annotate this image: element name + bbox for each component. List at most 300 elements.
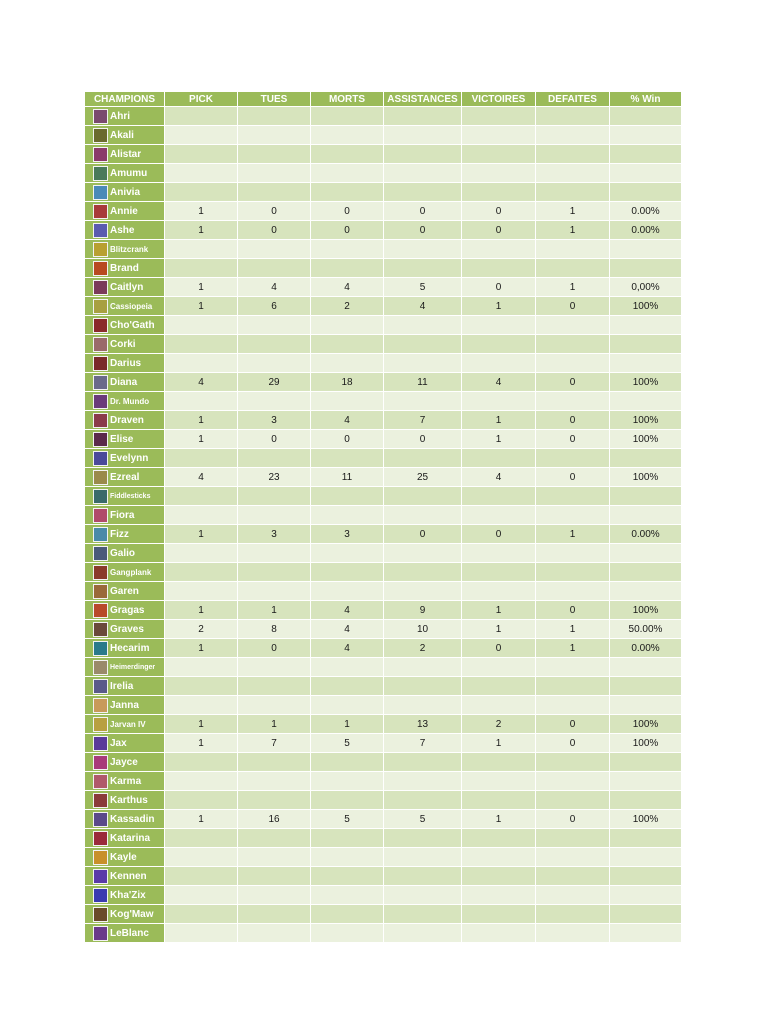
victoires-cell: 1 — [462, 733, 536, 752]
pick-cell: 1 — [165, 296, 238, 315]
pick-cell — [165, 885, 238, 904]
victoires-cell — [462, 239, 536, 258]
pick-cell — [165, 866, 238, 885]
morts-cell: 5 — [311, 733, 384, 752]
assistances-cell — [384, 885, 462, 904]
assistances-cell — [384, 847, 462, 866]
table-row — [85, 448, 682, 467]
victoires-cell — [462, 543, 536, 562]
table-row — [85, 562, 682, 581]
champion-name: LeBlanc — [110, 927, 149, 939]
annie-portrait-icon — [93, 204, 108, 219]
champion-name: Galio — [110, 547, 136, 559]
victoires-cell — [462, 258, 536, 277]
header-assistances: ASSISTANCES — [384, 92, 462, 106]
champion-name: Evelynn — [110, 452, 149, 464]
pick-cell — [165, 695, 238, 714]
alistar-portrait-icon — [93, 147, 108, 162]
defaites-cell — [536, 505, 610, 524]
champion-name-cell — [85, 562, 165, 581]
victoires-cell — [462, 771, 536, 790]
morts-cell — [311, 581, 384, 600]
morts-cell — [311, 923, 384, 942]
tues-cell — [238, 163, 311, 182]
defaites-cell: 1 — [536, 638, 610, 657]
table-row — [85, 410, 682, 429]
darius-portrait-icon — [93, 356, 108, 371]
defaites-cell — [536, 752, 610, 771]
tues-cell — [238, 562, 311, 581]
morts-cell — [311, 543, 384, 562]
win-percent-cell — [610, 847, 682, 866]
victoires-cell — [462, 144, 536, 163]
pick-cell — [165, 125, 238, 144]
assistances-cell: 7 — [384, 733, 462, 752]
tues-cell: 6 — [238, 296, 311, 315]
pick-cell: 1 — [165, 410, 238, 429]
champion-name-cell — [85, 714, 165, 733]
tues-cell — [238, 904, 311, 923]
table-row — [85, 885, 682, 904]
champion-name: Cassiopeia — [110, 301, 153, 311]
victoires-cell — [462, 391, 536, 410]
header-win-percent: % Win — [610, 92, 682, 106]
champion-name-cell — [85, 543, 165, 562]
defaites-cell — [536, 106, 610, 125]
header-defaites: DEFAITES — [536, 92, 610, 106]
morts-cell — [311, 163, 384, 182]
caitlyn-portrait-icon — [93, 280, 108, 295]
victoires-cell — [462, 562, 536, 581]
morts-cell — [311, 125, 384, 144]
champion-name-cell — [85, 847, 165, 866]
champion-name: Blitzcrank — [110, 244, 149, 254]
win-percent-cell — [610, 676, 682, 695]
defaites-cell — [536, 486, 610, 505]
win-percent-cell — [610, 657, 682, 676]
victoires-cell: 0 — [462, 220, 536, 239]
champion-name: Dr. Mundo — [110, 396, 150, 406]
chogath-portrait-icon — [93, 318, 108, 333]
champion-name: Ezreal — [110, 471, 140, 483]
table-row — [85, 315, 682, 334]
win-percent-cell — [610, 923, 682, 942]
victoires-cell — [462, 353, 536, 372]
victoires-cell — [462, 315, 536, 334]
champion-name: Karma — [110, 775, 142, 787]
win-percent-cell — [610, 505, 682, 524]
defaites-cell — [536, 562, 610, 581]
tues-cell — [238, 752, 311, 771]
champion-name: Draven — [110, 414, 144, 426]
morts-cell: 3 — [311, 524, 384, 543]
win-percent-cell — [610, 790, 682, 809]
morts-cell: 2 — [311, 296, 384, 315]
morts-cell — [311, 353, 384, 372]
table-row — [85, 714, 682, 733]
victoires-cell — [462, 828, 536, 847]
tues-cell — [238, 581, 311, 600]
assistances-cell: 25 — [384, 467, 462, 486]
hecarim-portrait-icon — [93, 641, 108, 656]
champion-name: Diana — [110, 376, 138, 388]
win-percent-cell: 100% — [610, 467, 682, 486]
pick-cell: 1 — [165, 600, 238, 619]
kassadin-portrait-icon — [93, 812, 108, 827]
champion-name-cell — [85, 448, 165, 467]
table-row — [85, 828, 682, 847]
champion-name: Jayce — [110, 756, 138, 768]
morts-cell: 0 — [311, 429, 384, 448]
morts-cell: 1 — [311, 714, 384, 733]
cassiopeia-portrait-icon — [93, 299, 108, 314]
champion-name-cell — [85, 581, 165, 600]
champion-name-cell — [85, 619, 165, 638]
tues-cell: 0 — [238, 429, 311, 448]
win-percent-cell — [610, 182, 682, 201]
jayce-portrait-icon — [93, 755, 108, 770]
win-percent-cell — [610, 771, 682, 790]
assistances-cell — [384, 334, 462, 353]
defaites-cell: 0 — [536, 733, 610, 752]
ashe-portrait-icon — [93, 223, 108, 238]
victoires-cell — [462, 695, 536, 714]
champion-name-cell — [85, 638, 165, 657]
table-body — [85, 106, 682, 942]
champion-name-cell — [85, 429, 165, 448]
assistances-cell — [384, 144, 462, 163]
champion-name-cell — [85, 144, 165, 163]
graves-portrait-icon — [93, 622, 108, 637]
assistances-cell: 5 — [384, 277, 462, 296]
win-percent-cell — [610, 581, 682, 600]
win-percent-cell — [610, 144, 682, 163]
morts-cell: 4 — [311, 277, 384, 296]
table-row — [85, 657, 682, 676]
defaites-cell — [536, 125, 610, 144]
pick-cell: 1 — [165, 638, 238, 657]
pick-cell — [165, 847, 238, 866]
defaites-cell: 0 — [536, 372, 610, 391]
pick-cell: 1 — [165, 524, 238, 543]
irelia-portrait-icon — [93, 679, 108, 694]
tues-cell — [238, 182, 311, 201]
defaites-cell — [536, 543, 610, 562]
champion-name: Brand — [110, 262, 139, 274]
win-percent-cell: 100% — [610, 372, 682, 391]
victoires-cell: 1 — [462, 619, 536, 638]
leblanc-portrait-icon — [93, 926, 108, 941]
victoires-cell — [462, 448, 536, 467]
morts-cell: 0 — [311, 220, 384, 239]
tues-cell: 3 — [238, 524, 311, 543]
champion-name: Anivia — [110, 186, 141, 198]
win-percent-cell — [610, 562, 682, 581]
table-row — [85, 524, 682, 543]
elise-portrait-icon — [93, 432, 108, 447]
defaites-cell — [536, 391, 610, 410]
kennen-portrait-icon — [93, 869, 108, 884]
morts-cell — [311, 828, 384, 847]
win-percent-cell — [610, 543, 682, 562]
champion-name-cell — [85, 201, 165, 220]
victoires-cell — [462, 923, 536, 942]
tues-cell — [238, 258, 311, 277]
morts-cell — [311, 771, 384, 790]
champion-name: Fiddlesticks — [110, 492, 151, 500]
assistances-cell — [384, 182, 462, 201]
champion-name: Janna — [110, 699, 139, 711]
win-percent-cell — [610, 866, 682, 885]
victoires-cell — [462, 125, 536, 144]
victoires-cell: 1 — [462, 429, 536, 448]
champion-name-cell — [85, 163, 165, 182]
defaites-cell: 0 — [536, 429, 610, 448]
morts-cell — [311, 334, 384, 353]
pick-cell — [165, 904, 238, 923]
victoires-cell — [462, 182, 536, 201]
assistances-cell: 10 — [384, 619, 462, 638]
morts-cell: 0 — [311, 201, 384, 220]
defaites-cell — [536, 581, 610, 600]
win-percent-cell — [610, 163, 682, 182]
brand-portrait-icon — [93, 261, 108, 276]
tues-cell — [238, 676, 311, 695]
defaites-cell — [536, 315, 610, 334]
defaites-cell: 1 — [536, 277, 610, 296]
victoires-cell — [462, 752, 536, 771]
table-row — [85, 201, 682, 220]
champion-name-cell — [85, 334, 165, 353]
victoires-cell — [462, 505, 536, 524]
morts-cell: 4 — [311, 410, 384, 429]
tues-cell — [238, 505, 311, 524]
tues-cell — [238, 125, 311, 144]
win-percent-cell: 0.00% — [610, 638, 682, 657]
morts-cell: 4 — [311, 619, 384, 638]
victoires-cell: 0 — [462, 201, 536, 220]
assistances-cell: 0 — [384, 220, 462, 239]
assistances-cell: 9 — [384, 600, 462, 619]
victoires-cell — [462, 334, 536, 353]
assistances-cell — [384, 790, 462, 809]
morts-cell — [311, 676, 384, 695]
assistances-cell: 7 — [384, 410, 462, 429]
morts-cell — [311, 448, 384, 467]
assistances-cell: 5 — [384, 809, 462, 828]
table-row — [85, 581, 682, 600]
victoires-cell — [462, 790, 536, 809]
win-percent-cell — [610, 885, 682, 904]
champion-name-cell — [85, 904, 165, 923]
khazix-portrait-icon — [93, 888, 108, 903]
champion-name-cell — [85, 600, 165, 619]
table-row — [85, 144, 682, 163]
win-percent-cell: 100% — [610, 429, 682, 448]
win-percent-cell — [610, 904, 682, 923]
pick-cell — [165, 543, 238, 562]
gragas-portrait-icon — [93, 603, 108, 618]
assistances-cell — [384, 353, 462, 372]
assistances-cell — [384, 828, 462, 847]
victoires-cell: 4 — [462, 372, 536, 391]
header-tues: TUES — [238, 92, 311, 106]
tues-cell — [238, 657, 311, 676]
table-row — [85, 543, 682, 562]
defaites-cell: 0 — [536, 714, 610, 733]
win-percent-cell: 100% — [610, 296, 682, 315]
corki-portrait-icon — [93, 337, 108, 352]
assistances-cell — [384, 771, 462, 790]
champion-name-cell — [85, 752, 165, 771]
gangplank-portrait-icon — [93, 565, 108, 580]
pick-cell — [165, 790, 238, 809]
victoires-cell — [462, 486, 536, 505]
win-percent-cell: 100% — [610, 600, 682, 619]
pick-cell — [165, 486, 238, 505]
defaites-cell — [536, 885, 610, 904]
champion-name-cell — [85, 923, 165, 942]
champion-name: Karthus — [110, 794, 148, 806]
champion-name: Gangplank — [110, 567, 152, 577]
champion-name-cell — [85, 353, 165, 372]
morts-cell — [311, 391, 384, 410]
ezreal-portrait-icon — [93, 470, 108, 485]
assistances-cell: 2 — [384, 638, 462, 657]
victoires-cell — [462, 581, 536, 600]
table-row — [85, 809, 682, 828]
tues-cell — [238, 391, 311, 410]
victoires-cell — [462, 657, 536, 676]
assistances-cell — [384, 448, 462, 467]
katarina-portrait-icon — [93, 831, 108, 846]
akali-portrait-icon — [93, 128, 108, 143]
table-row — [85, 904, 682, 923]
anivia-portrait-icon — [93, 185, 108, 200]
victoires-cell — [462, 885, 536, 904]
jax-portrait-icon — [93, 736, 108, 751]
pick-cell: 1 — [165, 809, 238, 828]
win-percent-cell — [610, 391, 682, 410]
assistances-cell — [384, 657, 462, 676]
champion-name-cell — [85, 657, 165, 676]
morts-cell — [311, 904, 384, 923]
champion-name: Annie — [110, 205, 138, 217]
morts-cell — [311, 562, 384, 581]
champion-name: Graves — [110, 623, 144, 635]
diana-portrait-icon — [93, 375, 108, 390]
kayle-portrait-icon — [93, 850, 108, 865]
champion-name-cell — [85, 315, 165, 334]
win-percent-cell: 0.00% — [610, 220, 682, 239]
table-row — [85, 334, 682, 353]
champion-name: Gragas — [110, 604, 145, 616]
assistances-cell — [384, 315, 462, 334]
victoires-cell: 0 — [462, 277, 536, 296]
defaites-cell — [536, 847, 610, 866]
champion-name: Alistar — [110, 148, 142, 160]
table-row — [85, 847, 682, 866]
assistances-cell — [384, 258, 462, 277]
table-row — [85, 258, 682, 277]
champion-name-cell — [85, 676, 165, 695]
champion-name: Kha'Zix — [110, 889, 146, 901]
morts-cell: 11 — [311, 467, 384, 486]
table-row — [85, 638, 682, 657]
header-row — [85, 92, 682, 106]
tues-cell: 3 — [238, 410, 311, 429]
defaites-cell — [536, 334, 610, 353]
table-row — [85, 429, 682, 448]
tues-cell — [238, 334, 311, 353]
table-row — [85, 467, 682, 486]
assistances-cell — [384, 505, 462, 524]
defaites-cell — [536, 182, 610, 201]
champion-name-cell — [85, 125, 165, 144]
pick-cell — [165, 353, 238, 372]
pick-cell — [165, 676, 238, 695]
champion-name-cell — [85, 733, 165, 752]
table-row — [85, 752, 682, 771]
janna-portrait-icon — [93, 698, 108, 713]
table-row — [85, 353, 682, 372]
table-row — [85, 220, 682, 239]
morts-cell — [311, 866, 384, 885]
pick-cell — [165, 657, 238, 676]
fizz-portrait-icon — [93, 527, 108, 542]
defaites-cell: 0 — [536, 809, 610, 828]
champion-name: Heimerdinger — [110, 663, 156, 671]
header-victoires: VICTOIRES — [462, 92, 536, 106]
pick-cell — [165, 315, 238, 334]
tues-cell — [238, 847, 311, 866]
tues-cell — [238, 543, 311, 562]
morts-cell — [311, 505, 384, 524]
pick-cell: 4 — [165, 372, 238, 391]
amumu-portrait-icon — [93, 166, 108, 181]
assistances-cell: 0 — [384, 524, 462, 543]
victoires-cell: 1 — [462, 809, 536, 828]
champion-name-cell — [85, 790, 165, 809]
champion-name: Irelia — [110, 680, 134, 692]
pick-cell — [165, 334, 238, 353]
morts-cell — [311, 106, 384, 125]
victoires-cell: 0 — [462, 638, 536, 657]
defaites-cell — [536, 828, 610, 847]
defaites-cell — [536, 695, 610, 714]
header-champions: CHAMPIONS — [85, 92, 165, 106]
assistances-cell — [384, 866, 462, 885]
win-percent-cell: 100% — [610, 809, 682, 828]
table-row — [85, 372, 682, 391]
assistances-cell — [384, 163, 462, 182]
morts-cell — [311, 885, 384, 904]
table-row — [85, 695, 682, 714]
assistances-cell: 13 — [384, 714, 462, 733]
pick-cell: 2 — [165, 619, 238, 638]
champion-name-cell — [85, 296, 165, 315]
karma-portrait-icon — [93, 774, 108, 789]
tues-cell — [238, 771, 311, 790]
assistances-cell — [384, 923, 462, 942]
champion-name-cell — [85, 771, 165, 790]
pick-cell — [165, 144, 238, 163]
champion-name: Jax — [110, 737, 127, 749]
pick-cell — [165, 106, 238, 125]
tues-cell: 0 — [238, 220, 311, 239]
morts-cell — [311, 315, 384, 334]
victoires-cell: 1 — [462, 410, 536, 429]
